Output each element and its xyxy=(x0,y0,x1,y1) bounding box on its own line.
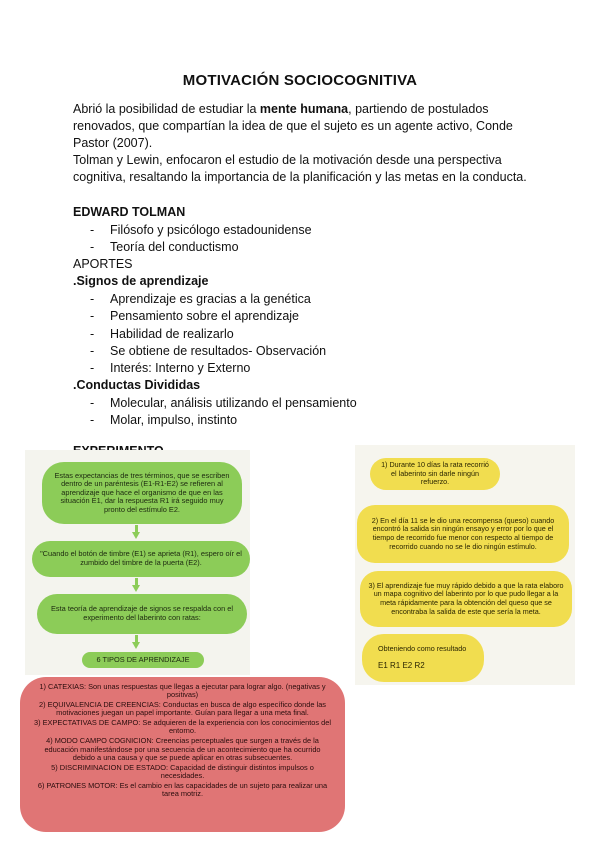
document-title: MOTIVACIÓN SOCIOCOGNITIVA xyxy=(182,72,418,89)
list-item: - Se obtiene de resultados- Observación xyxy=(90,343,326,360)
list-item: - Molar, impulso, instinto xyxy=(90,412,357,429)
expectancias-box: Estas expectancias de tres términos, que se escriben dentro de un paréntesis (E1-R1-E2) se refieren al aprendizaje que hace el organismo de que en las situación E1, dar la respuesta R1 irá seguido muy pronto del estímulo E2. xyxy=(42,462,242,524)
tolman-heading: EDWARD TOLMAN xyxy=(73,205,186,219)
intro-paragraph-2: Tolman y Lewin, enfocaron el estudio de la motivación desde una perspectiva cognitiva, resaltando la importancia de la planificación y las metas en la conducta. xyxy=(73,153,527,184)
conductas-heading: .Conductas Divididas xyxy=(73,378,201,392)
tipos-aprendizaje-list xyxy=(20,677,345,832)
list-item: - Molecular, análisis utilizando el pensamiento xyxy=(90,395,357,412)
list-item: 4) MODO CAMPO COGNICION: Creencias perceptuales que surgen a través de la educación manifestándose por una secuencia de un acontecimiento que ha ocurrido debido a una causa y que se puede aplicar en otras subsecuentes. xyxy=(44,736,321,762)
result-label: Obteniendo como resultado xyxy=(378,644,467,654)
list-item: - Teoría del conductismo xyxy=(90,239,312,256)
list-item: 3) EXPECTATIVAS DE CAMPO: Se adquieren de la experiencia con los conocimientos del entorno. xyxy=(34,718,331,736)
signos-heading: .Signos de aprendizaje xyxy=(73,274,209,288)
intro-section xyxy=(73,101,543,186)
list-item: 2) EQUIVALENCIA DE CREENCIAS: Conductas en busca de algo específico donde las motivaciones juegan un papel importante. Guían para llegar a una meta final. xyxy=(38,700,326,718)
arrow-down-icon xyxy=(132,585,140,592)
step-1-box: 1) Durante 10 días la rata recorrió el laberinto sin darle ningún refuerzo. xyxy=(370,458,500,490)
aportes-label: APORTES xyxy=(73,257,133,271)
list-item: 6) PATRONES MOTOR: Es el cambio en las capacidades de un sujeto para realizar una tarea motriz. xyxy=(37,780,328,799)
result-value: E1 R1 E2 R2 xyxy=(378,661,425,670)
intro-paragraph-1: Abrió la posibilidad de estudiar la mente humana, partiendo de postulados renovados, que compartían la idea de que el sujeto es un agente activo, Conde Pastor (2007). xyxy=(73,102,513,150)
timbre-box: "Cuando el botón de timbre (E1) se aprieta (R1), espero oír el zumbido del timbre de la puerta (E2). xyxy=(32,541,250,577)
arrow-down-icon xyxy=(132,532,140,539)
step-2-box: 2) En el día 11 se le dio una recompensa (queso) cuando encontró la salida sin ningún ensayo y error por lo que el tiempo de recorrido fue menor con respecto al tiempo de recorrido cuando no se le dio ningún estímulo. xyxy=(357,505,569,563)
list-item: 5) DISCRIMINACION DE ESTADO: Capacidad de distinguir distintos impulsos o necesidades. xyxy=(51,762,314,780)
conductas-list xyxy=(90,395,357,430)
list-item: - Aprendizaje es gracias a la genética xyxy=(90,291,326,308)
intro-bold-term: mente humana xyxy=(259,102,349,116)
signos-list xyxy=(90,291,326,377)
list-item: - Habilidad de realizarlo xyxy=(90,326,326,343)
tipos-aprendizaje-box: 6 TIPOS DE APRENDIZAJE xyxy=(82,652,204,668)
tolman-list xyxy=(90,222,312,257)
list-item: 1) CATEXIAS: Son unas respuestas que llegas a ejecutar para lograr algo. (negativas y positivas) xyxy=(39,682,326,700)
step-3-box: 3) El aprendizaje fue muy rápido debido a que la rata elaboro un mapa cognitivo del laberinto por lo que pudo llegar a la meta rápidamente para la obtención del queso que se encontraba la salida de este que sería la meta. xyxy=(360,571,572,627)
list-item: - Pensamiento sobre el aprendizaje xyxy=(90,308,326,325)
result-box xyxy=(362,634,484,682)
list-item: - Interés: Interno y Externo xyxy=(90,360,326,377)
list-item: - Filósofo y psicólogo estadounidense xyxy=(90,222,312,239)
arrow-down-icon xyxy=(132,642,140,649)
teoria-box: Esta teoría de aprendizaje de signos se respalda con el experimento del laberinto con ratas: xyxy=(37,594,247,634)
